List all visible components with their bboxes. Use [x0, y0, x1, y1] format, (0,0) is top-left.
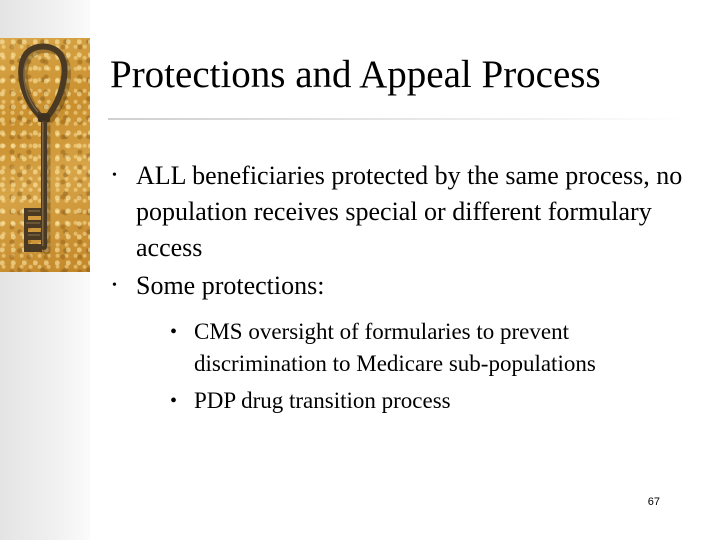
title-divider	[108, 118, 688, 120]
slide-title: Protections and Appeal Process	[110, 53, 601, 96]
bullet-text: Some protections:	[136, 271, 325, 300]
bullet-item	[110, 158, 700, 266]
key-image	[0, 38, 90, 272]
sub-bullet-item	[166, 385, 700, 417]
sub-bullet-text: PDP drug transition process	[194, 388, 451, 413]
bullet-text: ALL beneficiaries protected by the same process, no population receives special or different formulary access	[136, 161, 683, 262]
sub-bullet-marker: •	[170, 390, 178, 412]
sub-bullet-text: CMS oversight of formularies to prevent discrimination to Medicare sub-populations	[194, 319, 596, 376]
bullet-marker: •	[112, 168, 117, 183]
key-icon	[0, 38, 90, 272]
sub-bullet-list	[166, 316, 700, 417]
sub-bullet-marker: •	[170, 321, 178, 343]
bullet-marker: •	[112, 278, 117, 293]
page-number: 67	[647, 496, 660, 508]
bullet-list	[110, 158, 700, 422]
sub-bullet-item	[166, 316, 700, 380]
bullet-item	[110, 268, 700, 417]
